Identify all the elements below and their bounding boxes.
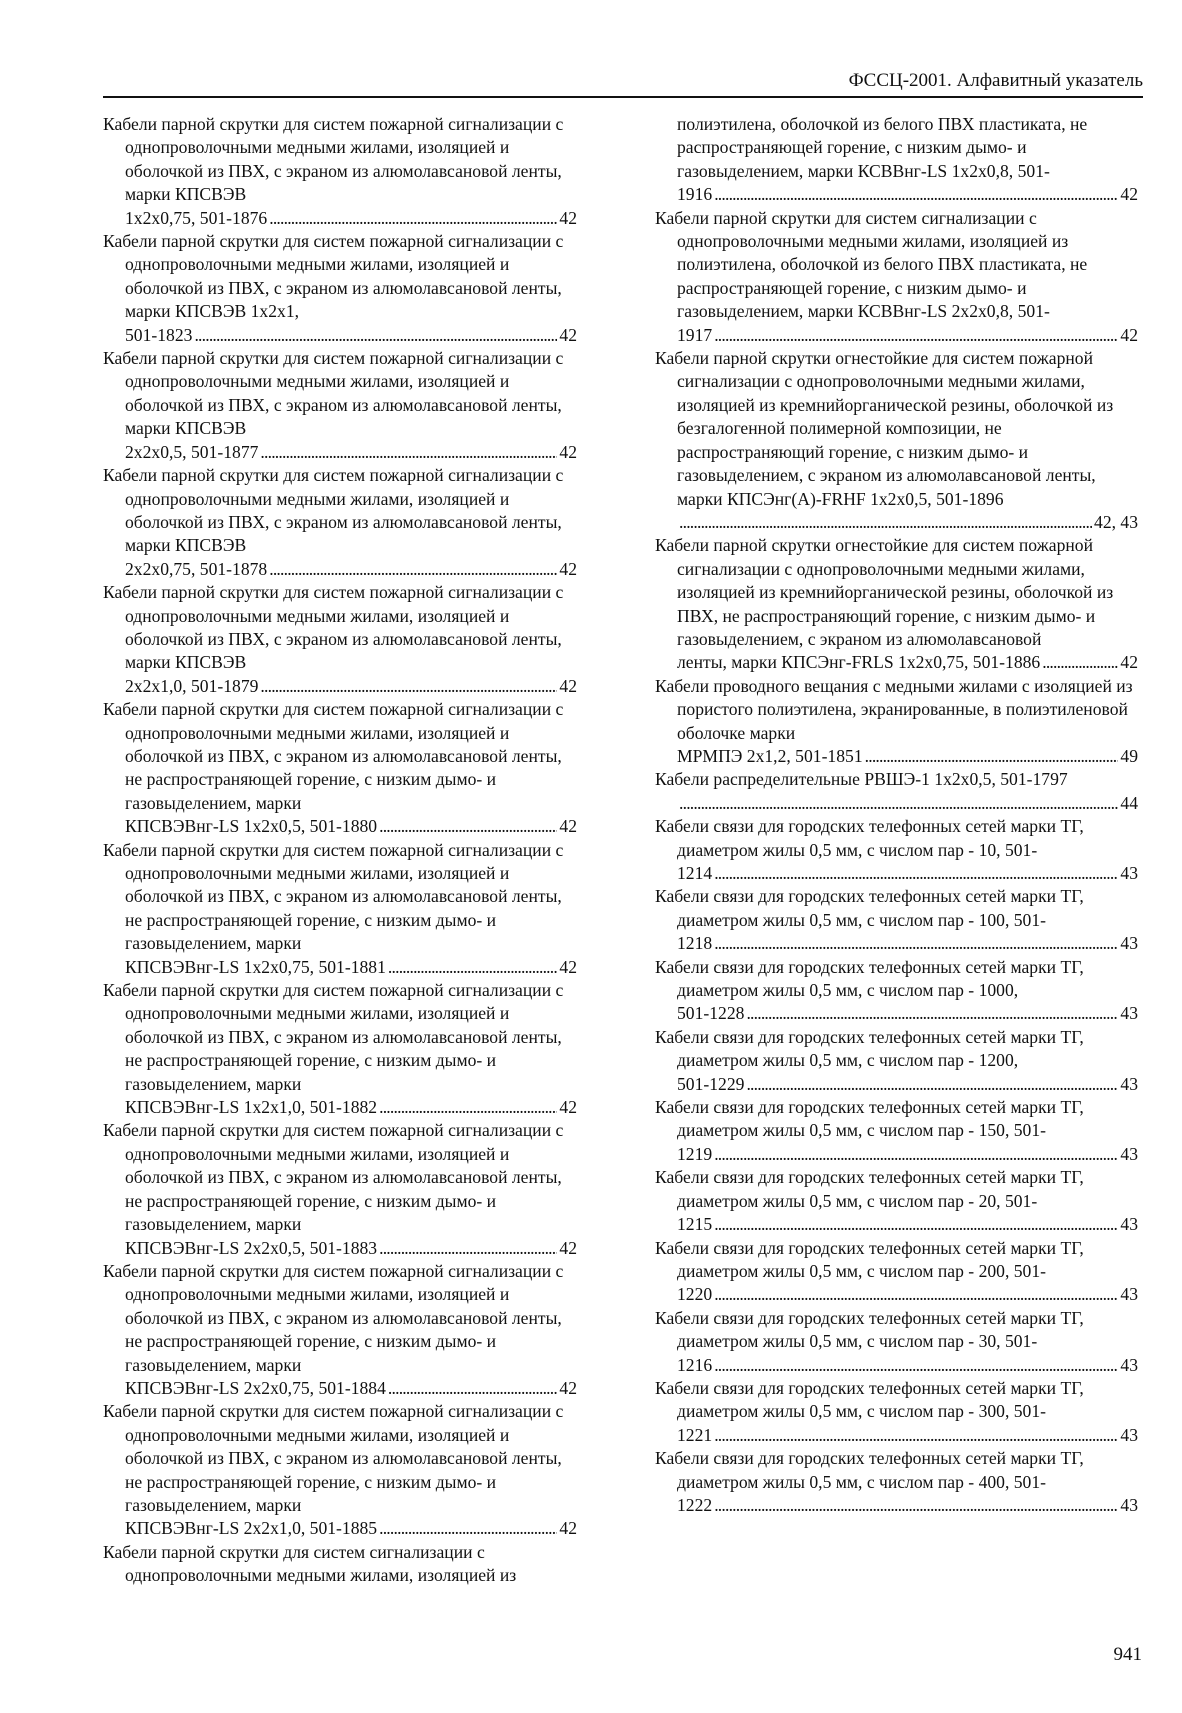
entry-text: Кабели связи для городских телефонных сетей марки ТГ, диаметром жилы 0,5 мм, с числом пар - 400, 501- (655, 1448, 1084, 1492)
entry-text: Кабели парной скрутки для систем пожарной сигнализации с однопроволочными медными жилами, изоляцией и оболочкой из ПВХ, с экраном из алюмолавсановой ленты, не распространяющей горение, с низким дымо- и газовыделением, марки (103, 839, 564, 954)
index-entry (655, 815, 1138, 885)
dot-leader (714, 1283, 1118, 1306)
entry-code: 2х2х0,75, 501-1878 (125, 558, 268, 579)
leader-line (125, 956, 577, 979)
dot-leader (679, 511, 1092, 534)
entry-code: 1221 (677, 1424, 713, 1445)
page-reference: 43 (1120, 1143, 1138, 1164)
entry-code: КПСВЭВнг-LS 1х2х1,0, 501-1882 (125, 1097, 378, 1118)
dot-leader (260, 441, 557, 464)
page-reference: 42 (559, 1377, 577, 1398)
index-column-right (655, 113, 1138, 1517)
leader-line (677, 1354, 1138, 1377)
leader-line (125, 675, 577, 698)
entry-text: Кабели парной скрутки для систем пожарной сигнализации с однопроволочными медными жилами, изоляцией и оболочкой из ПВХ, с экраном из алюмолавсановой ленты, марки КПСВЭВ (103, 348, 564, 439)
entry-code: ленты, марки КПСЭнг-FRLS 1х2х0,75, 501-1886 (677, 652, 1041, 673)
index-entry (655, 1096, 1138, 1166)
index-entry (103, 230, 577, 347)
page-reference: 43 (1120, 1073, 1138, 1094)
entry-code: КПСВЭВнг-LS 1х2х0,75, 501-1881 (125, 956, 386, 977)
leader-line (125, 207, 577, 230)
index-entry (103, 1400, 577, 1540)
index-entry (103, 464, 577, 581)
entry-code: 1220 (677, 1284, 713, 1305)
page-reference: 49 (1120, 745, 1138, 766)
entry-text: Кабели парной скрутки для систем сигнализации с однопроволочными медными жилами, изоляцией из (103, 1541, 517, 1586)
entry-text: Кабели парной скрутки огнестойкие для систем пожарной сигнализации с однопроволочными медными жилами, изоляцией из кремнийорганической резины, оболочкой из безгалогенной полимерной композиции, не распространяющий горение, с низким дымо- и газовыделением, с экраном из алюмолавсановой ленты, марки КПСЭнг(А)-FRHF 1х2х0,5, 501-1896 (655, 348, 1114, 509)
entry-code: 1916 (677, 184, 713, 205)
leader-line (125, 1237, 577, 1260)
dot-leader (379, 1096, 557, 1119)
entry-code: 1214 (677, 863, 713, 883)
dot-leader (388, 956, 558, 979)
leader-line (677, 511, 1138, 534)
page-reference: 42 (559, 816, 577, 837)
leader-line (677, 324, 1138, 347)
index-entry (655, 885, 1138, 955)
leader-line (677, 183, 1138, 206)
leader-line (677, 651, 1138, 674)
index-entry (655, 768, 1138, 815)
entry-text: Кабели связи для городских телефонных сетей марки ТГ, диаметром жилы 0,5 мм, с числом пар - 1200, (655, 1026, 1084, 1071)
entry-code: МРМПЭ 2х1,2, 501-1851 (677, 745, 863, 766)
dot-leader (714, 1494, 1118, 1517)
entry-text: Кабели связи для городских телефонных сетей марки ТГ, диаметром жилы 0,5 мм, с числом пар - 1000, (655, 956, 1084, 1001)
entry-text: Кабели парной скрутки для систем пожарной сигнализации с однопроволочными медными жилами, изоляцией и оболочкой из ПВХ, с экраном из алюмолавсановой ленты, марки КПСВЭВ (103, 582, 564, 673)
dot-leader (388, 1377, 558, 1400)
entry-text: Кабели парной скрутки для систем пожарной сигнализации с однопроволочными медными жилами, изоляцией и оболочкой из ПВХ, с экраном из алюмолавсановой ленты, не распространяющей горение, с низким дымо- и газовыделением, марки (103, 1401, 564, 1515)
index-entry (655, 1026, 1138, 1096)
entry-text: Кабели распределительные РВШЭ-1 1х2х0,5, 501-1797 (655, 769, 1068, 790)
page-reference: 42 (559, 558, 577, 579)
leader-line (677, 1073, 1138, 1096)
page-reference: 43 (1120, 1354, 1138, 1375)
page-reference: 42 (559, 441, 577, 462)
entry-code: КПСВЭВнг-LS 1х2х0,5, 501-1880 (125, 816, 378, 837)
entry-code: КПСВЭВнг-LS 2х2х0,75, 501-1884 (125, 1377, 386, 1398)
index-entry (655, 347, 1138, 534)
entry-text: Кабели парной скрутки для систем пожарной сигнализации с однопроволочными медными жилами, изоляцией и оболочкой из ПВХ, с экраном из алюмолавсановой ленты, не распространяющей горение, с низким дымо- и газовыделением, марки (103, 699, 564, 813)
index-entry (103, 1119, 577, 1259)
entry-text: Кабели парной скрутки огнестойкие для систем пожарной сигнализации с однопроволочными медными жилами, изоляцией из кремнийорганической резины, оболочкой из ПВХ, не распространяющий горение, с низким дымо- и газовыделением, с экраном из алюмолавсановой (655, 535, 1114, 649)
dot-leader (714, 1354, 1118, 1377)
index-entry (655, 534, 1138, 674)
dot-leader (379, 1237, 557, 1260)
index-entry (655, 1377, 1138, 1447)
index-entry (103, 698, 577, 838)
page-reference: 42, 43 (1094, 511, 1138, 532)
page-header (103, 66, 1143, 98)
index-column-left (103, 113, 577, 1588)
dot-leader (714, 1213, 1118, 1236)
dot-leader (1042, 651, 1118, 674)
dot-leader (714, 1143, 1118, 1166)
entry-text: полиэтилена, оболочкой из белого ПВХ пластиката, не распространяющей горение, с низким дымо- и газовыделением, марки КСВВнг-LS 1х2х0,8, 501- (677, 114, 1088, 181)
index-entry (655, 675, 1138, 769)
entry-code: 1218 (677, 933, 713, 954)
index-entry (103, 113, 577, 230)
leader-line (677, 862, 1138, 885)
page-reference: 43 (1120, 1214, 1138, 1235)
dot-leader (714, 862, 1118, 885)
page-reference: 42 (559, 1237, 577, 1258)
entry-code: 1216 (677, 1354, 713, 1375)
dot-leader (746, 1073, 1118, 1096)
leader-line (677, 1213, 1138, 1236)
index-entry (103, 979, 577, 1119)
leader-line (677, 792, 1138, 815)
entry-text: Кабели связи для городских телефонных сетей марки ТГ, диаметром жилы 0,5 мм, с числом пар - 20, 501- (655, 1167, 1084, 1211)
dot-leader (269, 558, 557, 581)
page-reference: 42 (559, 675, 577, 696)
entry-code: 1х2х0,75, 501-1876 (125, 207, 268, 228)
entry-code: КПСВЭВнг-LS 2х2х0,5, 501-1883 (125, 1237, 378, 1258)
entry-code: 501-1229 (677, 1073, 745, 1094)
leader-line (677, 745, 1138, 768)
entry-text: Кабели связи для городских телефонных сетей марки ТГ, диаметром жилы 0,5 мм, с числом пар - 10, 501- (655, 816, 1084, 860)
entry-code: 501-1228 (677, 1003, 745, 1024)
page-reference: 42 (1120, 324, 1138, 345)
page-reference: 43 (1120, 863, 1138, 883)
leader-line (125, 324, 577, 347)
dot-leader (865, 745, 1119, 768)
leader-line (125, 1096, 577, 1119)
leader-line (125, 1517, 577, 1540)
index-entry (655, 1307, 1138, 1377)
page-number: 941 (1113, 1644, 1142, 1665)
entry-code: 501-1823 (125, 324, 193, 345)
entry-code: 1917 (677, 324, 713, 345)
entry-code: 2х2х0,5, 501-1877 (125, 441, 259, 462)
page-reference: 42 (559, 1097, 577, 1118)
leader-line (677, 1002, 1138, 1025)
index-entry (655, 207, 1138, 347)
dot-leader (379, 1517, 557, 1540)
index-entry (103, 1260, 577, 1400)
page-reference: 42 (559, 1518, 577, 1539)
leader-line (125, 558, 577, 581)
leader-line (677, 1143, 1138, 1166)
index-entry (655, 1166, 1138, 1236)
leader-line (677, 932, 1138, 955)
dot-leader (679, 792, 1118, 815)
entry-text: Кабели парной скрутки для систем пожарной сигнализации с однопроволочными медными жилами, изоляцией и оболочкой из ПВХ, с экраном из алюмолавсановой ленты, не распространяющей горение, с низким дымо- и газовыделением, марки (103, 980, 564, 1094)
index-entry (103, 347, 577, 464)
dot-leader (714, 183, 1118, 206)
leader-line (125, 1377, 577, 1400)
page-reference: 43 (1120, 1494, 1138, 1515)
page-reference: 42 (1120, 184, 1138, 205)
dot-leader (714, 324, 1118, 347)
entry-code: 2х2х1,0, 501-1879 (125, 675, 259, 696)
entry-text: Кабели парной скрутки для систем пожарной сигнализации с однопроволочными медными жилами, изоляцией и оболочкой из ПВХ, с экраном из алюмолавсановой ленты, марки КПСВЭВ (103, 114, 564, 205)
dot-leader (714, 932, 1118, 955)
page-reference: 43 (1120, 1424, 1138, 1445)
dot-leader (379, 815, 557, 838)
entry-text: Кабели парной скрутки для систем сигнализации с однопроволочными медными жилами, изоляцией из полиэтилена, оболочкой из белого ПВХ пластиката, не распространяющей горение, с низким дымо- и газовыделением, марки КСВВнг-LS 2х2х0,8, 501- (655, 207, 1088, 322)
entry-text: Кабели проводного вещания с медными жилами с изоляцией из пористого полиэтилена, экранированные, в полиэтиленовой оболочке марки (655, 675, 1133, 743)
leader-line (125, 441, 577, 464)
leader-line (677, 1494, 1138, 1517)
entry-code: 1219 (677, 1143, 713, 1164)
page-reference: 42 (559, 207, 577, 228)
page-reference: 43 (1120, 1284, 1138, 1305)
dot-leader (746, 1002, 1118, 1025)
page-reference: 42 (1120, 652, 1138, 673)
page-reference: 43 (1120, 933, 1138, 954)
leader-line (677, 1283, 1138, 1306)
header-title: ФССЦ-2001. Алфавитный указатель (848, 70, 1143, 91)
dot-leader (194, 324, 557, 347)
index-entry (655, 956, 1138, 1026)
index-entry (655, 113, 1138, 207)
dot-leader (260, 675, 557, 698)
entry-text: Кабели связи для городских телефонных сетей марки ТГ, диаметром жилы 0,5 мм, с числом пар - 30, 501- (655, 1307, 1084, 1352)
dot-leader (714, 1424, 1118, 1447)
leader-line (677, 1424, 1138, 1447)
entry-code: 1222 (677, 1494, 713, 1515)
entry-text: Кабели связи для городских телефонных сетей марки ТГ, диаметром жилы 0,5 мм, с числом пар - 300, 501- (655, 1377, 1084, 1422)
entry-text: Кабели парной скрутки для систем пожарной сигнализации с однопроволочными медными жилами, изоляцией и оболочкой из ПВХ, с экраном из алюмолавсановой ленты, марки КПСВЭВ 1х2х1, (103, 231, 564, 322)
index-entry (655, 1237, 1138, 1307)
index-entry (655, 1447, 1138, 1517)
page-reference: 44 (1120, 792, 1138, 813)
index-entry (103, 581, 577, 698)
page-reference: 43 (1120, 1003, 1138, 1024)
entry-text: Кабели парной скрутки для систем пожарной сигнализации с однопроволочными медными жилами, изоляцией и оболочкой из ПВХ, с экраном из алюмолавсановой ленты, марки КПСВЭВ (103, 465, 564, 556)
entry-text: Кабели связи для городских телефонных сетей марки ТГ, диаметром жилы 0,5 мм, с числом пар - 150, 501- (655, 1097, 1084, 1141)
entry-code: КПСВЭВнг-LS 2х2х1,0, 501-1885 (125, 1518, 378, 1539)
page-reference: 42 (559, 956, 577, 977)
entry-code: 1215 (677, 1214, 713, 1235)
page-reference: 42 (559, 324, 577, 345)
index-entry (103, 839, 577, 979)
index-entry (103, 1541, 577, 1588)
entry-text: Кабели связи для городских телефонных сетей марки ТГ, диаметром жилы 0,5 мм, с числом пар - 200, 501- (655, 1237, 1084, 1281)
entry-text: Кабели парной скрутки для систем пожарной сигнализации с однопроволочными медными жилами, изоляцией и оболочкой из ПВХ, с экраном из алюмолавсановой ленты, не распространяющей горение, с низким дымо- и газовыделением, марки (103, 1120, 564, 1235)
leader-line (125, 815, 577, 838)
entry-text: Кабели парной скрутки для систем пожарной сигнализации с однопроволочными медными жилами, изоляцией и оболочкой из ПВХ, с экраном из алюмолавсановой ленты, не распространяющей горение, с низким дымо- и газовыделением, марки (103, 1260, 564, 1375)
entry-text: Кабели связи для городских телефонных сетей марки ТГ, диаметром жилы 0,5 мм, с числом пар - 100, 501- (655, 886, 1084, 930)
dot-leader (269, 207, 557, 230)
